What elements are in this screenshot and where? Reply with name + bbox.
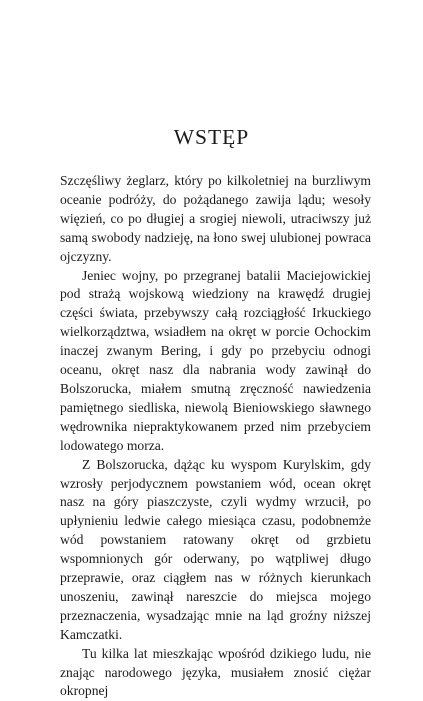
paragraph-4: Tu kilka lat mieszkając wpośród dzikiego ludu, nie znając narodowego języka, musiałem znosić ciężar okropnej [60,645,371,699]
chapter-body [60,172,371,701]
paragraph-3: Z Bolszorucka, dążąc ku wyspom Kurylskim, gdy wzrosły perjodycznem powstaniem wód, ocean okręt nasz na góry piaszczyste, czyli wydmy wrzucił, po upłynieniu ledwie całego miesiąca czasu, podobnemże wód powstaniem ratowany okręt od grzbietu wspomnionych gór oderwany, po wątpliwej długo przeprawie, oraz ciągłem nas w różnych kierunkach unoszeniu, zawinął nareszcie do miejsca mojego przeznaczenia, wysadzając mnie na ląd groźny niższej Kamczatki. [60,456,371,642]
paragraph-2: Jeniec wojny, po przegranej batalii Maciejowickiej pod strażą wojskową wiedziony na krawędź drugiej części świata, przebywszy całą rozciągłość Irkuckiego wielkorządztwa, wsiadłem na okręt w porcie Ochockim inaczej zwanym Bering, i gdy po przebyciu odnogi oceanu, okręt nasz dla nabrania wody zawinął do Bolszorucka, miałem smutną zręczność nawiedzenia pamiętnego siedliska, niewolą Bieniowskiego sławnego wędrownika niepraktykowanem przed nim przebyciem lodowatego morza. [60,267,371,453]
chapter-title: WSTĘP [173,125,250,149]
paragraph-1: Szczęśliwy żeglarz, który po kilkoletniej na burzliwym oceanie podróży, do pożądanego zawija lądu; wesoły więzień, co po długiej a srogiej niewoli, utraciwszy już samą swobody nadzieję, na łono swej ulubionej powraca ojczyzny. [60,173,371,264]
